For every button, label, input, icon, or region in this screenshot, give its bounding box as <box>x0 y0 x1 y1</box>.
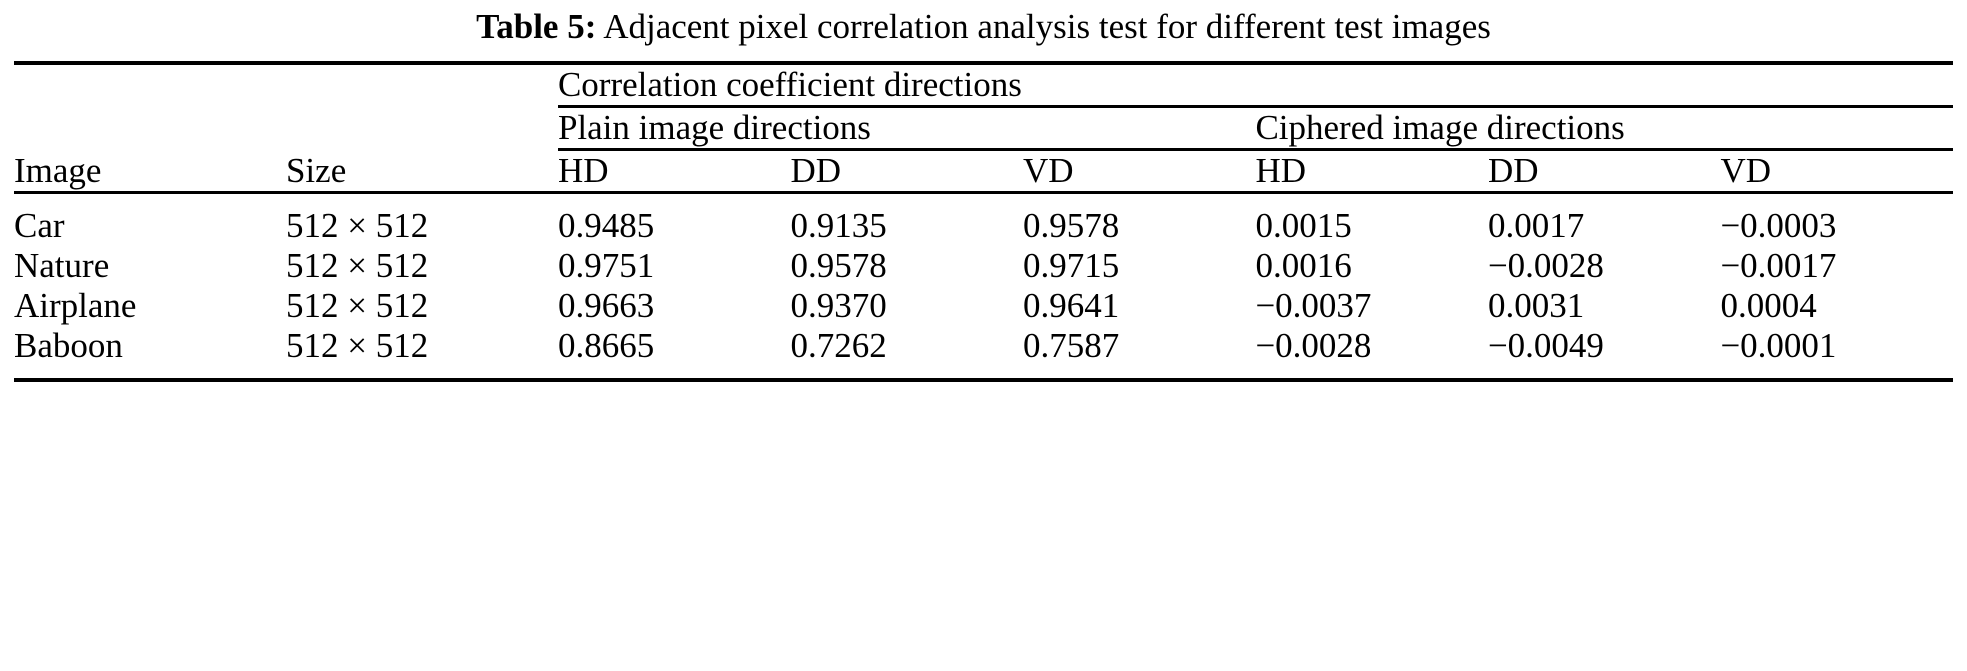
group-header-row <box>14 65 1953 107</box>
table-row <box>14 192 1953 246</box>
cell-image: Car <box>14 205 65 245</box>
cell-plain-hd: 0.9751 <box>557 245 655 285</box>
cell-plain-dd: 0.7262 <box>790 325 887 365</box>
subgroup-header-row <box>14 108 1953 150</box>
cell-cipher-hd: −0.0028 <box>1255 325 1372 365</box>
cell-plain-vd: 0.9641 <box>1022 285 1120 325</box>
cell-plain-vd: 0.7587 <box>1022 325 1120 365</box>
column-header-plain-vd: VD <box>1023 151 1256 193</box>
column-header-cipher-dd: DD <box>1488 151 1721 193</box>
subgroup-spacer-size <box>286 108 558 150</box>
cell-cipher-dd: −0.0049 <box>1487 325 1604 365</box>
table-row <box>14 286 1953 326</box>
table-caption-label: Table 5: <box>476 7 597 46</box>
cell-cipher-vd: −0.0001 <box>1720 325 1837 365</box>
column-header-plain-hd: HD <box>558 151 791 193</box>
cell-image: Baboon <box>14 325 123 365</box>
cell-size: 512 × 512 <box>285 245 429 285</box>
table-caption <box>14 0 1953 61</box>
cell-cipher-vd: −0.0003 <box>1720 205 1837 245</box>
group-header-label: Correlation coefficient directions <box>557 64 1022 104</box>
table-row <box>14 326 1953 380</box>
column-header-size: Size <box>286 151 558 193</box>
correlation-analysis-table <box>14 61 1953 382</box>
cell-size: 512 × 512 <box>285 325 429 365</box>
group-header-spacer-image <box>14 65 286 107</box>
cell-size: 512 × 512 <box>285 205 429 245</box>
column-header-row <box>14 151 1953 193</box>
cell-cipher-hd: −0.0037 <box>1255 285 1372 325</box>
subgroup-spacer-image <box>14 108 286 150</box>
cell-plain-vd: 0.9578 <box>1022 205 1120 245</box>
table-row <box>14 246 1953 286</box>
cell-image: Nature <box>14 245 110 285</box>
cell-cipher-hd: 0.0015 <box>1255 205 1352 245</box>
cell-image: Airplane <box>14 285 137 325</box>
subgroup-ciphered-label: Ciphered image directions <box>1255 107 1625 147</box>
cell-plain-dd: 0.9370 <box>790 285 887 325</box>
column-header-cipher-vd: VD <box>1720 151 1953 193</box>
group-header-spacer-size <box>286 65 558 107</box>
cell-cipher-dd: 0.0017 <box>1487 205 1585 245</box>
cell-plain-hd: 0.8665 <box>557 325 655 365</box>
column-header-image: Image <box>14 151 286 193</box>
cell-cipher-dd: −0.0028 <box>1487 245 1604 285</box>
cell-plain-hd: 0.9485 <box>557 205 655 245</box>
column-header-plain-dd: DD <box>790 151 1023 193</box>
cell-cipher-hd: 0.0016 <box>1255 245 1352 285</box>
cell-plain-dd: 0.9578 <box>790 245 887 285</box>
cell-size: 512 × 512 <box>285 285 429 325</box>
table-caption-text: Adjacent pixel correlation analysis test for different test images <box>603 7 1491 46</box>
cell-cipher-vd: 0.0004 <box>1720 285 1817 325</box>
cell-plain-dd: 0.9135 <box>790 205 887 245</box>
subgroup-plain-label: Plain image directions <box>557 107 871 147</box>
cell-cipher-dd: 0.0031 <box>1487 285 1585 325</box>
column-header-cipher-hd: HD <box>1255 151 1488 193</box>
cell-plain-vd: 0.9715 <box>1022 245 1120 285</box>
cell-plain-hd: 0.9663 <box>557 285 655 325</box>
cell-cipher-vd: −0.0017 <box>1720 245 1837 285</box>
table-rule-bottom <box>14 380 1953 382</box>
